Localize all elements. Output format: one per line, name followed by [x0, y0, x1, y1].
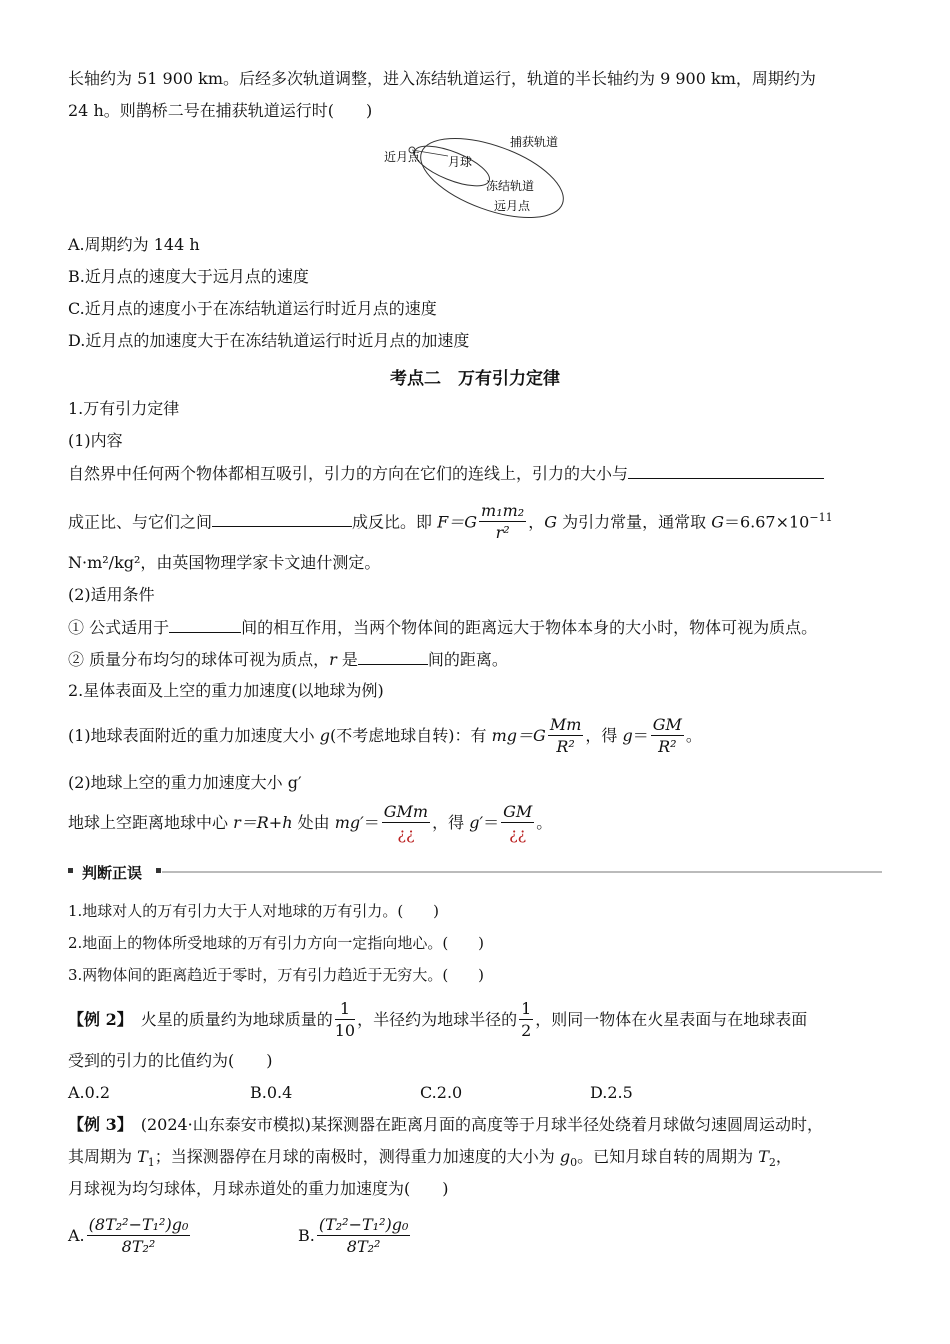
blank-3[interactable]: [169, 616, 241, 633]
ex2-text-c: ，则同一物体在火星表面与在地球表面: [535, 1010, 808, 1029]
square-right: [156, 868, 161, 873]
g3-text-a: 地球上空距离地球中心: [68, 813, 234, 832]
ex3-text-1: (2024·山东泰安市模拟)某探测器在距离月面的高度等于月球半径处绕着月球做匀速圆周运动时，: [124, 1115, 824, 1134]
ex3-fraction-b: [317, 1215, 411, 1258]
p2-text-a: 成正比、与它们之间: [68, 512, 213, 532]
frac-den-R2: R²: [556, 737, 575, 756]
g1-text-e: ，得: [585, 726, 623, 745]
judge-section-header: [66, 862, 882, 882]
frac-den-10: 10: [334, 1021, 356, 1040]
c1-text-b: 间的相互作用，当两个物体间的距离远大于物体本身的大小时，物体可视为质点。: [241, 618, 818, 637]
ex3-option-a: [68, 1210, 192, 1262]
frac-den: r²: [495, 523, 510, 543]
g1-text-a: (1)地球表面附近的重力加速度大小: [68, 726, 320, 745]
frac-den-R2b: R²: [658, 737, 677, 756]
frac-num-GM: GM: [652, 715, 682, 734]
judge-rule: [162, 871, 882, 873]
ex3-num-b: (T₂²−T₁²)g₀: [318, 1215, 409, 1234]
g3-period: 。: [536, 813, 553, 832]
ex2-opt-d: D.2.5: [590, 1083, 633, 1102]
heading-2: 2.星体表面及上空的重力加速度(以地球为例): [68, 681, 384, 700]
symbol-mgp: mg′: [334, 813, 364, 832]
ex2-text-b: ，半径约为地球半径的: [357, 1010, 518, 1029]
example-2-line-2: 受到的引力的比值约为( ): [68, 1051, 273, 1070]
example-2-line-1: [68, 996, 807, 1044]
c2-text-a: ② 质量分布均匀的球体可视为质点，: [68, 650, 330, 669]
frac-den-qq: ¿¿: [397, 824, 415, 843]
ex3-den-b: 8T₂²: [346, 1237, 381, 1256]
fraction-Mm-R2: [548, 715, 584, 758]
fraction-1-10: [335, 999, 355, 1042]
blank-1[interactable]: [628, 462, 824, 479]
square-left: [68, 868, 73, 873]
judge-item-1: 1.地球对人的万有引力大于人对地球的万有引力。( ): [68, 902, 440, 920]
g1-equals: ＝: [632, 726, 649, 745]
example-3-line-3: 月球视为均匀球体，月球赤道处的重力加速度为( ): [68, 1179, 449, 1198]
option-d: D.近月点的加速度大于在冻结轨道运行时近月点的加速度: [68, 331, 470, 350]
symbol-T1: T: [137, 1147, 148, 1166]
option-c: C.近月点的速度小于在冻结轨道运行时近月点的速度: [68, 299, 437, 318]
condition-2: [68, 648, 508, 671]
option-b: B.近月点的速度大于远月点的速度: [68, 267, 309, 286]
exponent: −11: [809, 511, 833, 524]
fraction-GMm: [382, 802, 430, 845]
frac-den-2: 2: [521, 1021, 532, 1040]
ex3-text-2c: 。已知月球自转的周期为: [577, 1147, 759, 1166]
label-moon: 月球: [448, 155, 473, 169]
formula-eqG2: ＝G: [517, 726, 546, 745]
orbit-diagram: [380, 128, 580, 220]
g3-equals: ＝: [363, 813, 380, 832]
frac-num-GM2: GM: [503, 802, 533, 821]
symbol-g: g: [319, 726, 331, 745]
c1-text-a: ① 公式适用于: [68, 618, 170, 637]
section-title: 考点二 万有引力定律: [390, 369, 560, 389]
g1-text-b: (不考虑地球自转)：有: [330, 726, 492, 745]
g1-period: 。: [685, 726, 702, 745]
symbol-G2: G: [711, 512, 724, 532]
heading-1: 1.万有引力定律: [68, 399, 180, 418]
ex2-opt-a: A.0.2: [68, 1083, 111, 1102]
content-p2: [68, 496, 833, 544]
symbol-gp: g′: [469, 813, 484, 832]
label-frozen: 冻结轨道: [486, 179, 535, 193]
example-3-line-1: [68, 1114, 823, 1136]
symbol-mg: mg: [491, 726, 518, 745]
symbol-r: r: [329, 650, 337, 669]
judge-item-3: 3.两物体间的距离趋近于零时，万有引力趋近于无穷大。( ): [68, 966, 485, 984]
blank-4[interactable]: [358, 648, 428, 665]
ex3-den-a: 8T₂²: [121, 1237, 156, 1256]
c2-text-b: 是: [336, 650, 358, 669]
frac-num-1b: 1: [521, 999, 532, 1018]
formula-eqG: ＝G: [448, 512, 478, 532]
example-2-tag: 【例 2】: [68, 1010, 125, 1029]
formula-r: r＝R+h: [233, 813, 293, 832]
frac-num-GMm: GMm: [383, 802, 429, 821]
ex3-text-2b: ；当探测器停在月球的南极时，测得重力加速度的大小为: [154, 1147, 560, 1166]
symbol-g0: g: [559, 1147, 571, 1166]
label-capture: 捕获轨道: [510, 135, 559, 149]
intro-line-2: 24 h。则鹊桥二号在捕获轨道运行时( ): [68, 101, 373, 120]
frac-den-qq2: ¿¿: [509, 824, 527, 843]
symbol-G: G: [544, 512, 557, 532]
content-p3: N·m²/kg²，由英国物理学家卡文迪什测定。: [68, 553, 381, 572]
g3-text-e: ，得: [432, 813, 470, 832]
ex2-text-a: 火星的质量约为地球质量的: [124, 1010, 333, 1029]
p2-comma: ，: [528, 512, 545, 532]
example-3-tag: 【例 3】: [68, 1115, 125, 1134]
p1-text: 自然界中任何两个物体都相互吸引，引力的方向在它们的连线上，引力的大小与: [68, 464, 629, 483]
p2-text-b: 成反比。即: [352, 512, 433, 532]
p2-value: ＝6.67×10: [723, 512, 810, 532]
symbol-T2: T: [758, 1147, 769, 1166]
fraction-GM2: [501, 802, 534, 845]
example-3-line-2: 其周期为 $T_1$；当探测器停在月球的南极时，测得重力加速度的大小为 $g_0$。已知月球自转的周期为 $T_2$，: [68, 1147, 792, 1170]
gravity-above-heading: (2)地球上空的重力加速度大小 g′: [68, 773, 302, 792]
heading-1a: (1)内容: [68, 431, 123, 450]
ex2-opt-b: B.0.4: [250, 1083, 293, 1102]
gravity-above: [68, 800, 552, 846]
fraction-1-2: [519, 999, 533, 1042]
ex3-fraction-a: [87, 1215, 191, 1258]
ex3-opt-b-label: B.: [298, 1226, 315, 1245]
fraction-m1m2-r2: [479, 501, 526, 544]
condition-1: [68, 616, 817, 639]
ex3-text-2a: 其周期为: [68, 1147, 138, 1166]
ex3-text-2d: ，: [775, 1147, 792, 1166]
label-far: 远月点: [494, 199, 531, 213]
blank-2[interactable]: [212, 510, 352, 527]
judge-item-2: 2.地面上的物体所受地球的万有引力方向一定指向地心。( ): [68, 934, 485, 952]
frac-num-1: 1: [335, 999, 355, 1020]
g3-text-b: 处由: [292, 813, 335, 832]
judge-title: 判断正误: [82, 864, 143, 882]
ex2-opt-c: C.2.0: [420, 1083, 463, 1102]
intro-line-1: 长轴约为 51 900 km。后经多次轨道调整，进入冻结轨道运行，轨道的半长轴约为 9 900 km，周期约为: [68, 69, 816, 88]
ex3-option-b: [298, 1210, 412, 1262]
frac-num-Mm: Mm: [549, 715, 582, 734]
p2-text-d: 为引力常量，通常取: [557, 512, 712, 532]
frac-num: m₁m₂: [481, 501, 525, 521]
g3-equals-2: ＝: [483, 813, 500, 832]
fraction-GM-R2: [651, 715, 684, 758]
content-p1: [68, 462, 824, 485]
label-near: 近月点: [384, 150, 421, 164]
ex3-num-a: (8T₂²−T₁²)g₀: [88, 1215, 189, 1234]
heading-1b: (2)适用条件: [68, 585, 155, 604]
c2-text-c: 间的距离。: [427, 650, 508, 669]
option-a: A.周期约为 144 h: [68, 235, 200, 254]
formula-F: F: [437, 512, 449, 532]
ex3-opt-a-label: A.: [68, 1226, 85, 1245]
gravity-surface: [68, 712, 702, 760]
symbol-g2: g: [622, 726, 633, 745]
